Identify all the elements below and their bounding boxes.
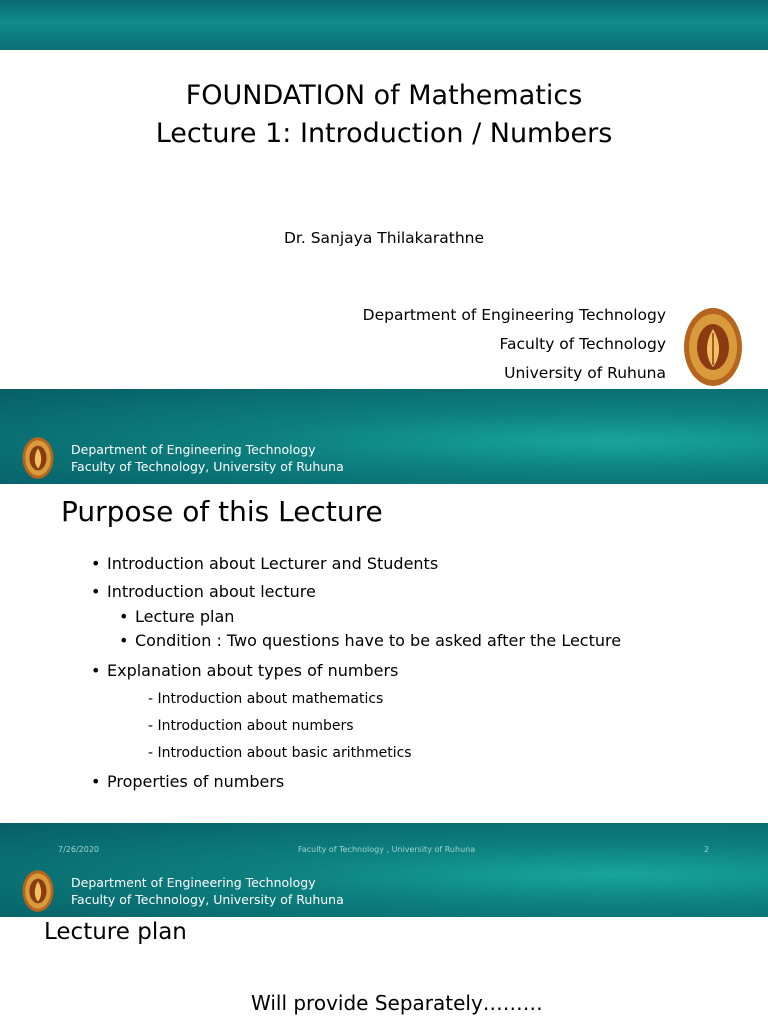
header-faculty: Faculty of Technology, University of Ruhuna — [71, 459, 344, 474]
slide3-body: Will provide Separately……… — [251, 991, 543, 1015]
header-faculty: Faculty of Technology, University of Ruhuna — [71, 892, 344, 907]
slide1-top-band — [0, 0, 768, 50]
list-item: - Introduction about mathematics — [148, 691, 384, 707]
slide2-title: Purpose of this Lecture — [61, 495, 383, 528]
header-department: Department of Engineering Technology — [71, 442, 316, 457]
header-department: Department of Engineering Technology — [71, 875, 316, 890]
list-item: • Explanation about types of numbers — [107, 661, 398, 680]
slide1-university: University of Ruhuna — [504, 364, 666, 382]
list-item: • Condition : Two questions have to be asked after the Lecture — [135, 631, 621, 650]
footer-page-number: 2 — [704, 845, 710, 854]
slide1-title-line2: Lecture 1: Introduction / Numbers — [155, 118, 613, 149]
university-seal-icon — [683, 307, 743, 387]
list-item: • Lecture plan — [135, 607, 234, 626]
header-seal-icon — [22, 869, 54, 913]
list-item: • Properties of numbers — [107, 772, 284, 791]
footer-date: 7/26/2020 — [58, 845, 100, 854]
slide1-faculty: Faculty of Technology — [499, 335, 666, 353]
slide1-author: Dr. Sanjaya Thilakarathne — [283, 229, 485, 247]
header-seal-icon — [22, 436, 54, 480]
slide1-department: Department of Engineering Technology — [362, 306, 666, 324]
list-item: • Introduction about Lecturer and Students — [107, 554, 438, 573]
list-item: - Introduction about numbers — [148, 718, 354, 734]
footer-center: Faculty of Technology , University of Ruhuna — [298, 845, 476, 854]
slide1-title-line1: FOUNDATION of Mathematics — [185, 80, 583, 111]
list-item: - Introduction about basic arithmetics — [148, 745, 412, 761]
slide3-title: Lecture plan — [44, 919, 187, 945]
list-item: • Introduction about lecture — [107, 582, 316, 601]
